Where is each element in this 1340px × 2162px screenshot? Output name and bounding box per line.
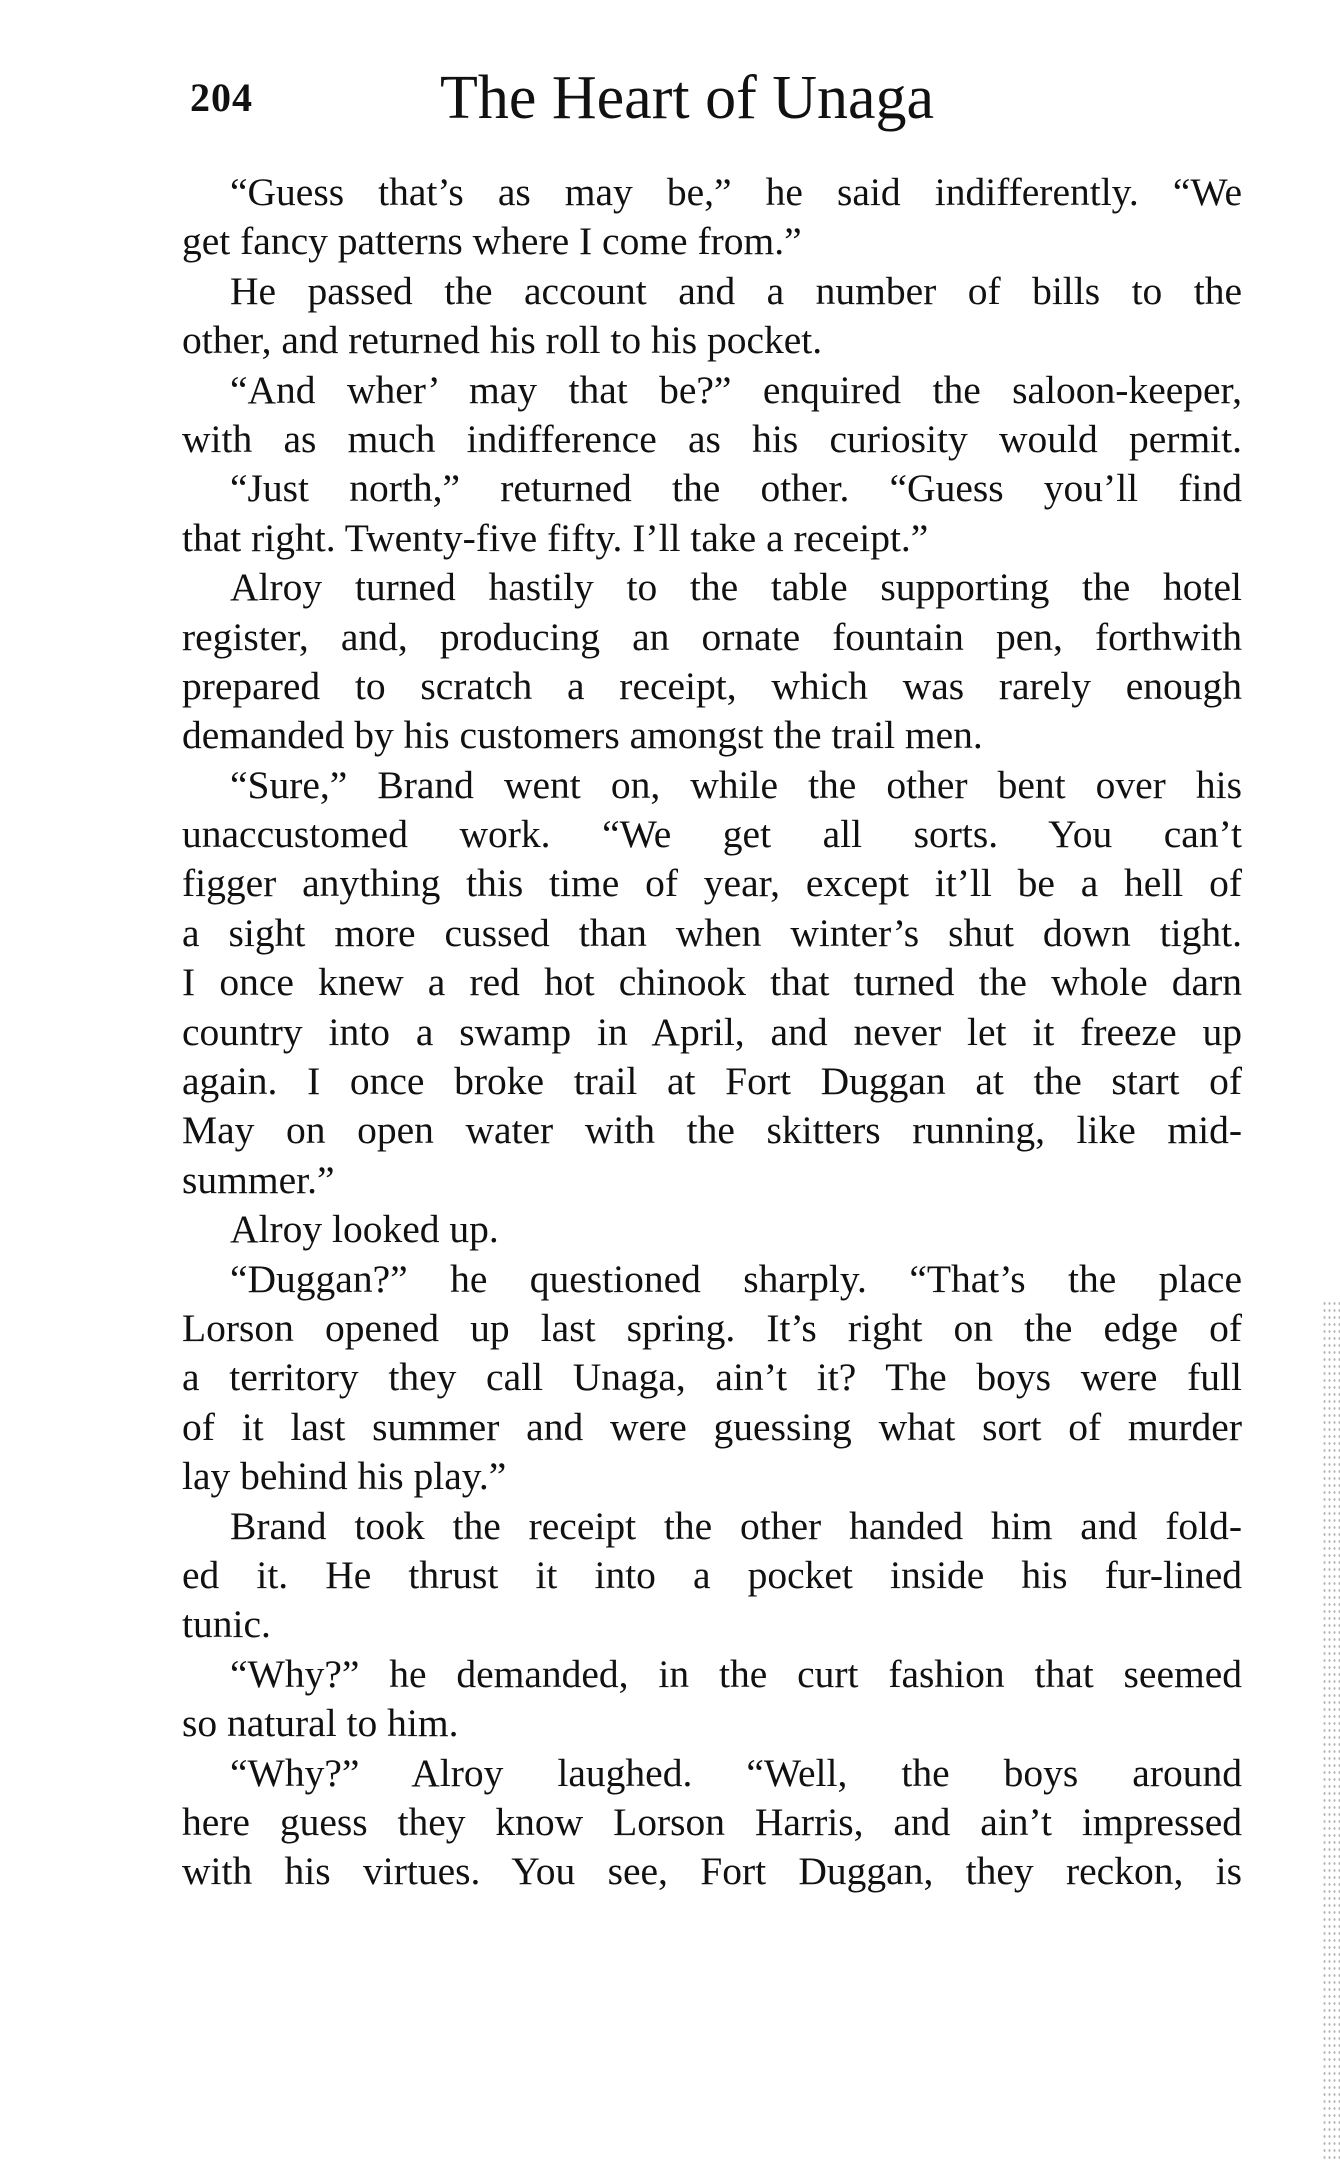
text-line: May on open water with the skitters running, like mid- — [182, 1108, 1242, 1153]
text-line: lay behind his play.” — [182, 1454, 507, 1499]
text-line: tunic. — [182, 1602, 271, 1647]
text-line: “Duggan?” he questioned sharply. “That’s the place — [230, 1256, 1242, 1301]
body-text — [182, 168, 1242, 1897]
text-line: here guess they know Lorson Harris, and ain’t impressed — [182, 1799, 1242, 1844]
text-line: a sight more cussed than when winter’s shut down tight. — [182, 910, 1242, 955]
text-line: a territory they call Unaga, ain’t it? The boys were full — [182, 1355, 1242, 1400]
text-line: Lorson opened up last spring. It’s right on the edge of — [182, 1305, 1242, 1350]
text-line: so natural to him. — [182, 1701, 459, 1746]
text-line: that right. Twenty-five fifty. I’ll take a receipt.” — [182, 515, 929, 560]
text-line: demanded by his customers amongst the trail men. — [182, 713, 983, 758]
text-line: Brand took the receipt the other handed him and fold- — [230, 1503, 1242, 1548]
text-line: other, and returned his roll to his pocket. — [182, 318, 823, 363]
page-header — [190, 58, 1250, 138]
page-edge-scan-noise — [1322, 1300, 1340, 2160]
text-line: prepared to scratch a receipt, which was rarely enough — [182, 663, 1242, 708]
text-line: “Guess that’s as may be,” he said indifferently. “We — [230, 170, 1242, 214]
text-line: country into a swamp in April, and never let it freeze up — [182, 1009, 1242, 1054]
text-line: “Why?” he demanded, in the curt fashion that seemed — [230, 1651, 1242, 1696]
text-line: unaccustomed work. “We get all sorts. You can’t — [182, 812, 1242, 857]
text-line: He passed the account and a number of bills to the — [230, 268, 1242, 313]
text-line: Alroy turned hastily to the table supporting the hotel — [230, 565, 1242, 610]
running-title: The Heart of Unaga — [440, 64, 935, 132]
text-line: with as much indifference as his curiosity would permit. — [182, 416, 1242, 461]
text-line: of it last summer and were guessing what sort of murder — [182, 1404, 1242, 1449]
page-number: 204 — [190, 75, 253, 120]
text-line: get fancy patterns where I come from.” — [182, 219, 802, 264]
text-line: with his virtues. You see, Fort Duggan, they reckon, is — [182, 1849, 1242, 1894]
text-line: “And wher’ may that be?” enquired the saloon-keeper, — [230, 367, 1242, 412]
text-line: again. I once broke trail at Fort Duggan at the start of — [182, 1059, 1242, 1104]
text-line: “Sure,” Brand went on, while the other bent over his — [230, 762, 1242, 807]
text-line: I once knew a red hot chinook that turned the whole darn — [182, 960, 1242, 1005]
text-line: Alroy looked up. — [230, 1207, 499, 1252]
text-line: “Why?” Alroy laughed. “Well, the boys around — [230, 1750, 1242, 1795]
text-line: register, and, producing an ornate fountain pen, forthwith — [182, 614, 1242, 659]
text-line: summer.” — [182, 1157, 335, 1202]
text-line: figger anything this time of year, except it’ll be a hell of — [182, 861, 1242, 906]
text-line: ed it. He thrust it into a pocket inside his fur-lined — [182, 1552, 1242, 1597]
text-line: “Just north,” returned the other. “Guess you’ll find — [230, 466, 1242, 511]
